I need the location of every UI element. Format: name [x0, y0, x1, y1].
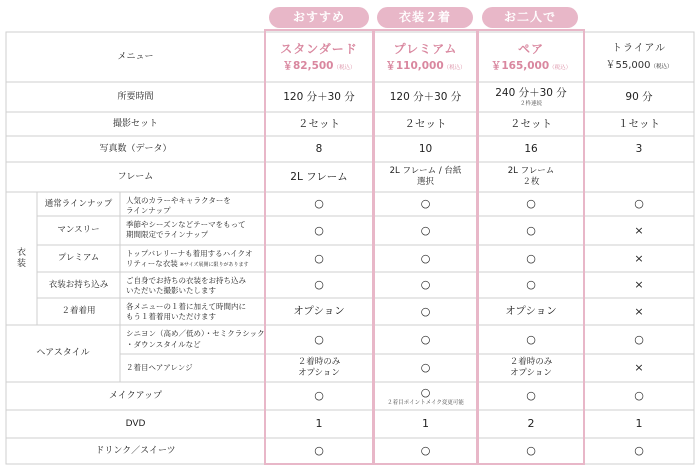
- check-circle-mark: ○: [526, 389, 536, 403]
- plan-name: トライアル: [612, 42, 666, 54]
- value-text: ２着時のみ オプション: [509, 357, 553, 378]
- plan-price: ￥110,000: [385, 59, 444, 72]
- value-text: １セット: [618, 117, 660, 130]
- hair-row-desc: [120, 325, 265, 354]
- row-label: [6, 82, 265, 112]
- row-label: [6, 162, 265, 192]
- check-circle-mark: ○: [526, 223, 536, 237]
- tax-note: （税込）: [650, 63, 673, 70]
- tax-note: （税込）: [549, 64, 572, 71]
- check-circle-mark: ○: [526, 278, 536, 292]
- plan-header-2: [478, 32, 584, 82]
- plan-price-line: [385, 60, 465, 73]
- badge-for-two: お二人で: [482, 7, 578, 28]
- costume-desc-text: トップバレリーナも着用するハイクオ リティーな衣装: [126, 249, 253, 269]
- badge-two-costumes: 衣装２着: [377, 7, 473, 28]
- value-cell: [265, 245, 373, 272]
- value-text: 16: [524, 142, 538, 155]
- tax-note: （税込）: [443, 64, 466, 71]
- costume-group-label: [6, 192, 37, 325]
- check-circle-mark: ○: [526, 444, 536, 458]
- hair-desc-text: シニヨン（高め／低め）・セミクラシック ・ダウンスタイルなど: [126, 329, 265, 349]
- value-text: 1: [422, 417, 429, 431]
- costume-row-desc: [120, 192, 265, 216]
- value-cell: [373, 410, 478, 438]
- costume-label-text: プレミアム: [57, 253, 100, 264]
- value-cell: [584, 410, 694, 438]
- check-circle-mark: ○: [420, 361, 431, 375]
- costume-desc-text: 人気のカラーやキャラクターを ラインナップ: [126, 196, 231, 216]
- row-label-text: 写真数（データ）: [99, 143, 172, 154]
- check-circle-mark: ○: [420, 304, 431, 318]
- value-cell: [373, 272, 478, 298]
- value-cell: [265, 136, 373, 162]
- value-cell: [584, 272, 694, 298]
- value-cell: [373, 136, 478, 162]
- plan-header-1: [373, 32, 478, 82]
- costume-label-text: 通常ラインナップ: [44, 198, 113, 209]
- row-label-text: 撮影セット: [112, 118, 158, 129]
- value-subnote: ２着目ポイントメイク変更可能: [387, 399, 464, 406]
- check-circle-mark: ○: [420, 385, 431, 399]
- row-label-text: メイクアップ: [108, 390, 162, 401]
- value-cell: [373, 245, 478, 272]
- value-cell: [478, 82, 584, 112]
- costume-desc-note: ※サイズ展開に限りがあります: [179, 262, 249, 269]
- hair-row-desc: [120, 354, 265, 382]
- costume-group-text: 衣 装: [16, 247, 26, 269]
- hair-group-text: ヘアスタイル: [36, 348, 90, 359]
- check-circle-mark: ○: [420, 223, 431, 237]
- cross-mark: ×: [634, 278, 644, 292]
- check-circle-mark: ○: [526, 251, 536, 265]
- check-circle-mark: ○: [634, 197, 644, 211]
- value-cell: [478, 272, 584, 298]
- value-cell: [478, 354, 584, 382]
- value-cell: [584, 82, 694, 112]
- plan-price-line: [605, 59, 672, 72]
- check-circle-mark: ○: [420, 278, 431, 292]
- check-circle-mark: ○: [314, 332, 324, 346]
- costume-row-desc: [120, 272, 265, 298]
- costume-row-label: [37, 192, 120, 216]
- row-label: [6, 410, 265, 438]
- cross-mark: ×: [634, 304, 644, 318]
- costume-label-text: マンスリー: [57, 225, 100, 236]
- value-cell: [265, 354, 373, 382]
- plan-name: スタンダード: [280, 41, 358, 56]
- value-cell: [584, 162, 694, 192]
- plan-price-line: [282, 60, 355, 73]
- value-cell: [478, 136, 584, 162]
- menu-header-label: [6, 32, 265, 82]
- value-text: オプション: [505, 305, 557, 318]
- check-circle-mark: ○: [314, 223, 324, 237]
- value-cell: [265, 272, 373, 298]
- plan-price: ￥165,000: [490, 59, 550, 72]
- value-cell: [584, 136, 694, 162]
- row-label-text: ドリンク／スイーツ: [95, 445, 176, 456]
- check-circle-mark: ○: [634, 332, 644, 346]
- plan-name: プレミアム: [393, 41, 458, 56]
- costume-row-desc: [120, 245, 265, 272]
- value-cell: [265, 410, 373, 438]
- value-cell: [265, 82, 373, 112]
- costume-row-label: [37, 216, 120, 245]
- plan-name: ペア: [517, 41, 544, 56]
- costume-desc-text: 各メニューの１着に加えて時間内に もう１着着用いただけます: [126, 302, 246, 322]
- value-cell: [478, 438, 584, 464]
- costume-label-text: ２着着用: [61, 306, 96, 317]
- value-text: 2L フレーム: [290, 170, 348, 183]
- costume-row-desc: [120, 298, 265, 325]
- value-cell: [478, 216, 584, 245]
- value-cell: [584, 216, 694, 245]
- plan-price: ￥55,000: [605, 59, 651, 71]
- row-label: [6, 112, 265, 136]
- value-cell: [373, 162, 478, 192]
- value-cell: [373, 192, 478, 216]
- value-cell: [584, 382, 694, 410]
- value-text: ２セット: [298, 117, 340, 130]
- check-circle-mark: ○: [314, 444, 324, 458]
- plan-header-3: [584, 32, 694, 82]
- costume-row-desc: [120, 216, 265, 245]
- value-cell: [373, 216, 478, 245]
- value-text: 2L フレーム ２枚: [507, 166, 555, 187]
- value-text: 10: [418, 142, 433, 155]
- value-subnote: ２枠連続: [519, 100, 542, 107]
- plan-price: ￥82,500: [282, 59, 334, 72]
- cross-mark: ×: [634, 251, 644, 265]
- check-circle-mark: ○: [634, 444, 644, 458]
- check-circle-mark: ○: [634, 389, 644, 403]
- value-cell: [265, 112, 373, 136]
- value-cell: [478, 162, 584, 192]
- check-circle-mark: ○: [526, 332, 536, 346]
- value-cell: [584, 354, 694, 382]
- value-cell: [478, 382, 584, 410]
- value-cell: [373, 112, 478, 136]
- value-cell: [265, 382, 373, 410]
- check-circle-mark: ○: [420, 251, 431, 265]
- value-text: 2: [527, 417, 535, 431]
- value-text: 240 分＋30 分: [495, 86, 567, 99]
- plan-price-line: [491, 60, 571, 73]
- value-cell: [373, 82, 478, 112]
- check-circle-mark: ○: [526, 197, 536, 211]
- value-cell: [584, 298, 694, 325]
- value-cell: [265, 192, 373, 216]
- value-text: 3: [635, 142, 643, 155]
- value-cell: [373, 382, 478, 410]
- value-cell: [373, 325, 478, 354]
- value-text: 90 分: [625, 90, 653, 103]
- costume-row-label: [37, 298, 120, 325]
- costume-row-label: [37, 272, 120, 298]
- check-circle-mark: ○: [314, 251, 324, 265]
- value-text: 1: [635, 417, 643, 431]
- value-text: 8: [315, 142, 323, 155]
- value-cell: [478, 325, 584, 354]
- check-circle-mark: ○: [420, 332, 431, 346]
- costume-label-text: 衣装お持ち込み: [48, 279, 109, 290]
- check-circle-mark: ○: [420, 444, 431, 458]
- value-text: 120 分＋30 分: [283, 90, 355, 103]
- value-cell: [373, 354, 478, 382]
- check-circle-mark: ○: [314, 389, 324, 403]
- hair-desc-text: ２着目ヘアアレンジ: [126, 362, 193, 372]
- value-cell: [265, 438, 373, 464]
- row-label-text: DVD: [125, 418, 146, 429]
- plan-header-0: [265, 32, 373, 82]
- cross-mark: ×: [634, 361, 644, 375]
- costume-row-label: [37, 245, 120, 272]
- value-cell: [478, 112, 584, 136]
- check-circle-mark: ○: [420, 197, 431, 211]
- hair-group-label: [6, 325, 120, 382]
- value-cell: [373, 298, 478, 325]
- value-cell: [478, 410, 584, 438]
- value-text: 1: [315, 417, 323, 431]
- row-label: [6, 136, 265, 162]
- value-text: 120 分＋30 分: [389, 90, 462, 103]
- value-text: ２セット: [404, 117, 447, 130]
- value-cell: [478, 298, 584, 325]
- value-cell: [478, 245, 584, 272]
- value-cell: [265, 298, 373, 325]
- value-cell: [265, 216, 373, 245]
- value-cell: [265, 162, 373, 192]
- value-cell: [584, 245, 694, 272]
- costume-desc-text: ご自身でお持ちの衣装をお持ち込み いただいた撮影いたします: [126, 276, 246, 296]
- value-text: 2L フレーム / 台紙 選択: [389, 166, 462, 187]
- row-label-text: 所要時間: [117, 91, 154, 102]
- row-label-text: フレーム: [117, 171, 154, 182]
- cross-mark: ×: [634, 223, 644, 237]
- row-label: [6, 438, 265, 464]
- value-text: ２セット: [510, 117, 552, 130]
- value-text: オプション: [293, 305, 345, 318]
- check-circle-mark: ○: [314, 197, 324, 211]
- value-cell: [265, 325, 373, 354]
- value-cell: [478, 192, 584, 216]
- tax-note: （税込）: [333, 64, 356, 71]
- value-cell: [584, 438, 694, 464]
- costume-desc-text: 季節やシーズンなどテーマをもって 期間限定でラインナップ: [126, 220, 246, 240]
- badge-recommended: おすすめ: [269, 7, 369, 28]
- menu-label: メニュー: [117, 51, 154, 62]
- value-cell: [373, 438, 478, 464]
- value-cell: [584, 192, 694, 216]
- value-text: ２着時のみ オプション: [297, 357, 341, 378]
- value-cell: [584, 325, 694, 354]
- row-label: [6, 382, 265, 410]
- check-circle-mark: ○: [314, 278, 324, 292]
- value-cell: [584, 112, 694, 136]
